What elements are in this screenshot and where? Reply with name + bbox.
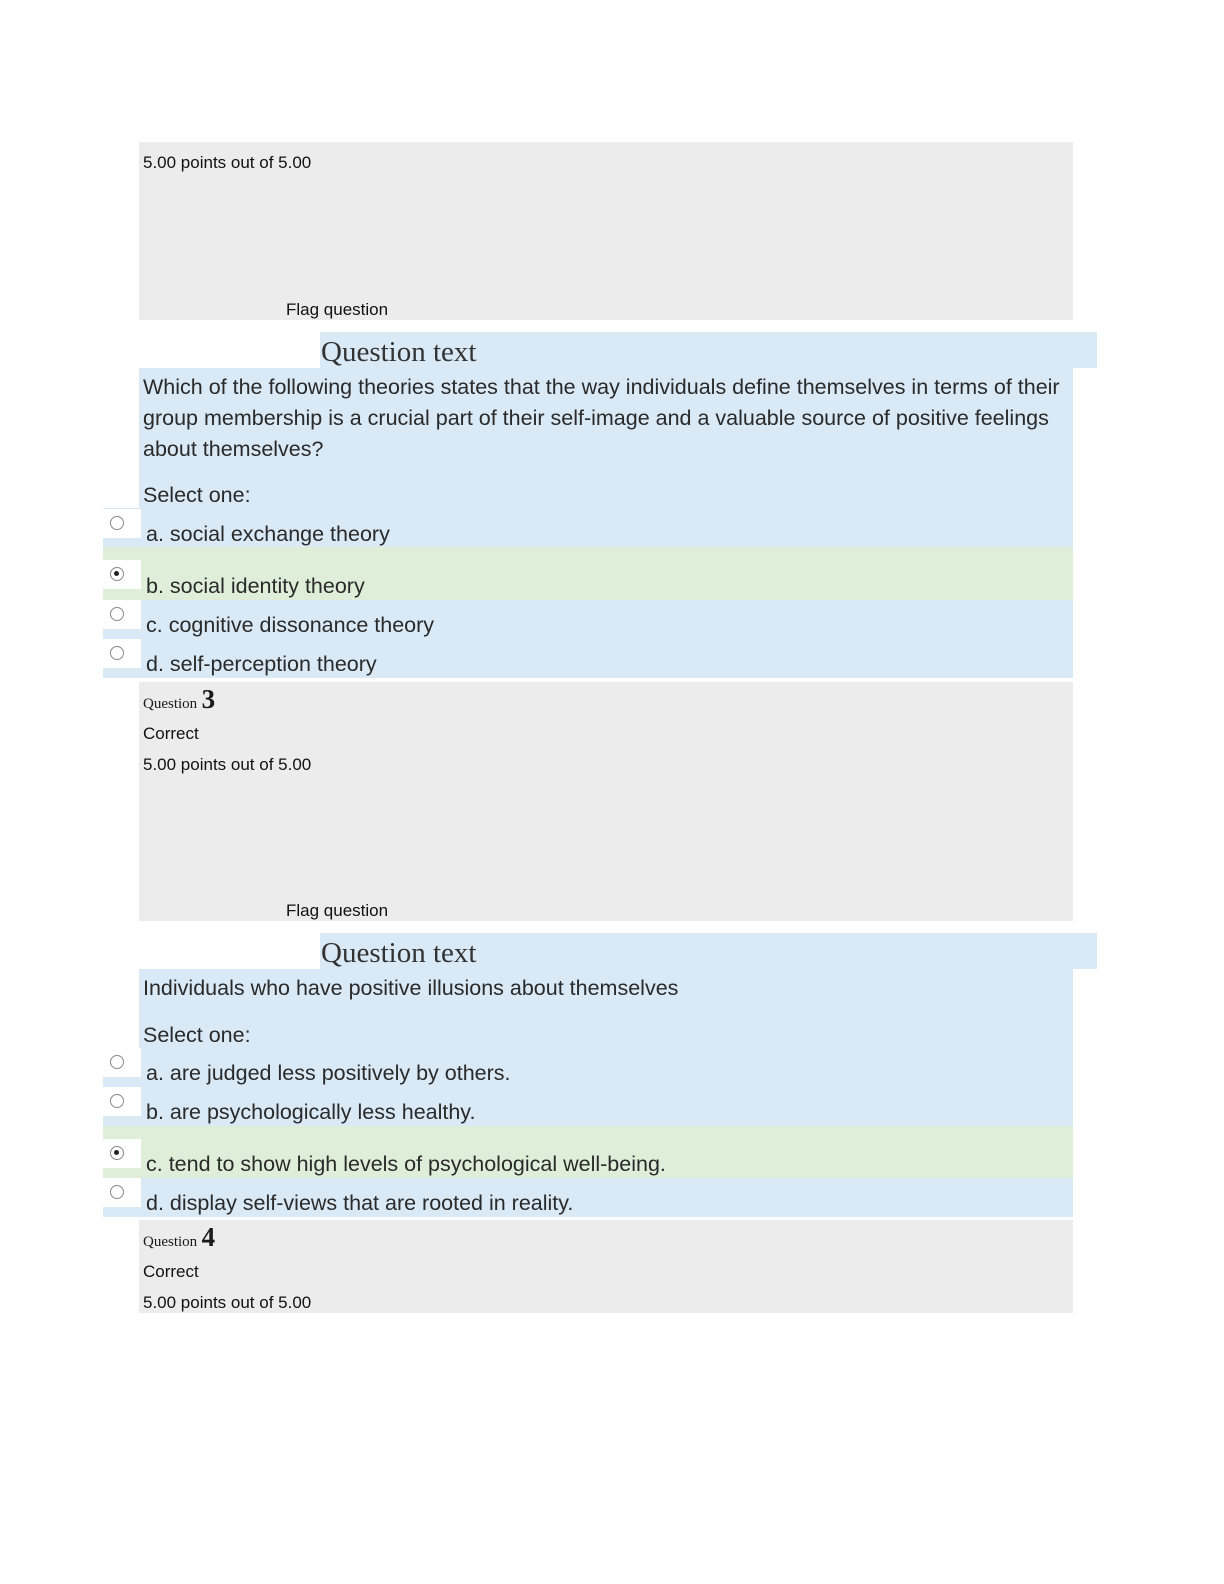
radio-button-c[interactable] [110, 607, 124, 621]
flag-question-link[interactable]: Flag question [286, 300, 389, 319]
answer-option-d-label: d. self-perception theory [146, 652, 377, 676]
radio-button-c[interactable] [110, 1146, 124, 1160]
question-text-heading: Question text [321, 937, 477, 969]
question-label: Question [143, 696, 198, 712]
radio-button-b[interactable] [110, 1094, 124, 1108]
question-2-text: Which of the following theories states that the way individuals define themselves in terms of their group membership is a crucial part of their self-image and a valuable source of positive feelings about themselves? [143, 375, 1060, 461]
answer-option-b-label: b. social identity theory [146, 574, 365, 598]
answer-option-c-label: c. tend to show high levels of psychological well-being. [146, 1152, 666, 1176]
question-number-value: 3 [201, 684, 216, 714]
answer-option-c-label: c. cognitive dissonance theory [146, 613, 435, 637]
radio-button-d[interactable] [110, 646, 124, 660]
status-text: Correct [143, 724, 199, 743]
question-number [143, 684, 215, 715]
question-number [143, 1222, 215, 1253]
radio-button-a[interactable] [110, 516, 124, 530]
answer-option-a-label: a. social exchange theory [146, 522, 390, 546]
question-text-heading: Question text [321, 336, 477, 368]
radio-button-a[interactable] [110, 1055, 124, 1069]
points-text: 5.00 points out of 5.00 [143, 755, 312, 774]
question-label: Question [143, 1234, 198, 1250]
radio-button-b[interactable] [110, 567, 124, 581]
points-text: 5.00 points out of 5.00 [143, 1293, 312, 1312]
answer-option-a-label: a. are judged less positively by others. [146, 1061, 511, 1085]
question-3-info-panel [139, 682, 1073, 921]
select-one-label: Select one: [143, 483, 251, 507]
status-text: Correct [143, 1262, 199, 1281]
question-number-value: 4 [201, 1222, 216, 1252]
question-3-text: Individuals who have positive illusions about themselves [143, 976, 679, 1000]
select-one-label: Select one: [143, 1023, 251, 1047]
radio-button-d[interactable] [110, 1185, 124, 1199]
answer-option-b-label: b. are psychologically less healthy. [146, 1100, 476, 1124]
points-text: 5.00 points out of 5.00 [143, 153, 312, 172]
answer-option-d-label: d. display self-views that are rooted in reality. [146, 1191, 574, 1215]
flag-question-link[interactable]: Flag question [286, 901, 389, 920]
